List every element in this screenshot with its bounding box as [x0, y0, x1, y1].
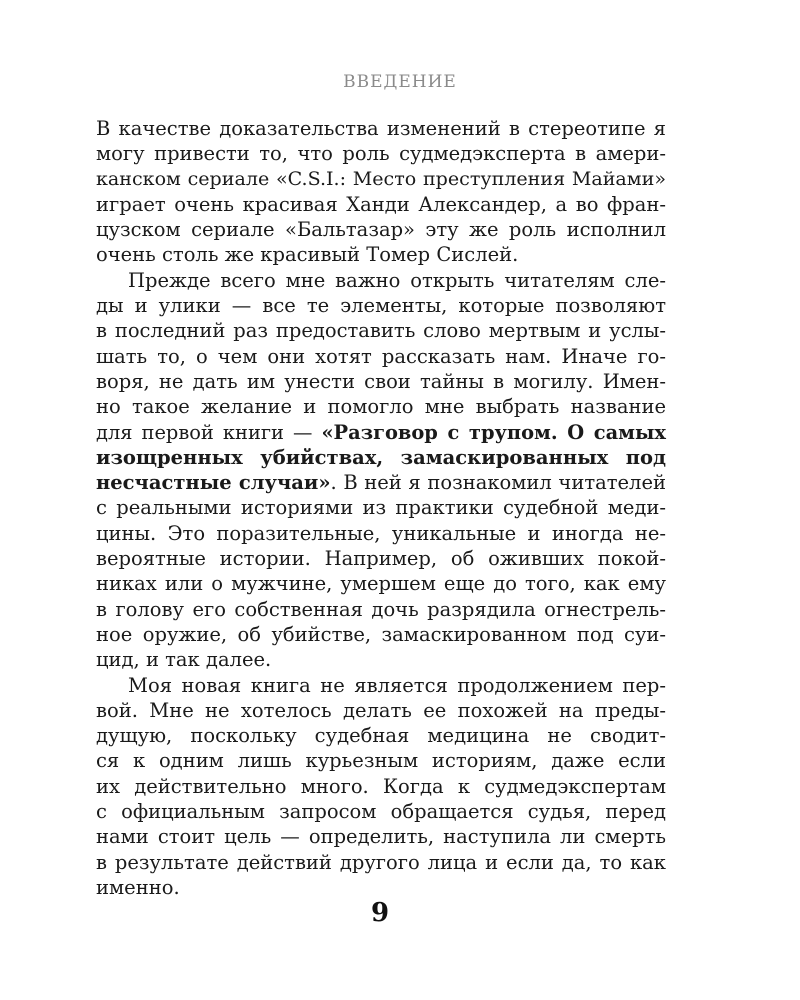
text-segment: с реальными историями из практики судебной меди-	[96, 496, 666, 520]
text-segment: никах или о мужчине, умершем еще до того, как ему	[96, 572, 666, 596]
text-line	[96, 470, 666, 495]
text-line	[96, 268, 666, 293]
text-line	[96, 875, 666, 900]
bold-text-segment: «Разговор с трупом. О самых	[321, 420, 666, 444]
text-line	[96, 774, 666, 799]
text-line	[96, 824, 666, 849]
text-line	[96, 420, 666, 445]
text-segment: канском сериале «C.S.I.: Место преступления Майами»	[96, 167, 666, 190]
text-line	[96, 394, 666, 419]
text-segment: именно.	[96, 875, 180, 899]
text-line	[96, 495, 666, 520]
text-segment: вероятные истории. Например, об оживших покой-	[96, 547, 666, 571]
text-segment: в результате действий другого лица и если да, то как	[96, 850, 666, 874]
body-text	[96, 116, 666, 900]
text-segment: могу привести то, что роль судмедэксперта в амери-	[96, 142, 666, 166]
text-segment: Моя новая книга не является продолжением пер-	[128, 673, 666, 697]
text-segment: нами стоит цель — определить, наступила ли смерть	[96, 825, 666, 849]
text-segment: цины. Это поразительные, уникальные и иногда не-	[96, 521, 666, 545]
text-line	[96, 192, 666, 217]
text-segment: ся к одним лишь курьезным историям, даже если	[96, 749, 666, 773]
page-number: 9	[370, 898, 390, 928]
text-segment: очень столь же красивый Томер Сислей.	[96, 243, 519, 267]
text-segment: но такое желание и помогло мне выбрать название	[96, 395, 666, 419]
text-segment: Прежде всего мне важно открыть читателям сле-	[128, 268, 666, 292]
text-segment: в голову его собственная дочь разрядила огнестрель-	[96, 597, 666, 621]
text-segment: ное оружие, об убийстве, замаскированном под суи-	[96, 622, 666, 646]
text-segment: дущую, поскольку судебная медицина не сводит-	[96, 724, 666, 748]
text-line	[96, 546, 666, 571]
text-line	[96, 293, 666, 318]
text-line	[96, 116, 666, 141]
text-line	[96, 597, 666, 622]
text-line	[96, 748, 666, 773]
text-segment: цузском сериале «Бальтазар» эту же роль исполнил	[96, 218, 666, 242]
text-segment: цид, и так далее.	[96, 648, 272, 672]
text-line	[96, 673, 666, 698]
text-line	[96, 369, 666, 394]
text-line	[96, 799, 666, 824]
running-head: ВВЕДЕНИЕ	[343, 72, 457, 92]
bold-text-segment: несчастные случаи»	[96, 471, 331, 495]
text-segment: . В ней я познакомил читателей	[330, 471, 666, 495]
text-line	[96, 622, 666, 647]
bold-text-segment: изощренных убийствах, замаскированных под	[96, 445, 666, 469]
text-line	[96, 217, 666, 242]
text-line	[96, 167, 666, 192]
text-line	[96, 141, 666, 166]
text-line	[96, 318, 666, 343]
text-segment: для первой книги —	[96, 420, 322, 444]
text-segment: с официальным запросом обращается судья, перед	[96, 800, 666, 824]
text-line	[96, 242, 666, 267]
text-line	[96, 344, 666, 369]
text-line	[96, 521, 666, 546]
text-segment: играет очень красивая Ханди Александер, а во фран-	[96, 192, 666, 216]
text-segment: В качестве доказательства изменений в стереотипе я	[96, 117, 666, 140]
text-line	[96, 445, 666, 470]
text-segment: в последний раз предоставить слово мертвым и услы-	[96, 319, 666, 343]
text-line	[96, 698, 666, 723]
text-line	[96, 571, 666, 596]
text-line	[96, 647, 666, 672]
text-segment: воря, не дать им унести свои тайны в могилу. Имен-	[96, 369, 666, 393]
text-segment: их действительно много. Когда к судмедэкспертам	[96, 774, 666, 798]
paragraph	[96, 673, 666, 901]
text-segment: шать то, о чем они хотят рассказать нам. Иначе го-	[96, 344, 666, 368]
text-segment: ды и улики — все те элементы, которые позволяют	[96, 294, 666, 318]
text-line	[96, 850, 666, 875]
paragraph	[96, 116, 666, 268]
text-segment: вой. Мне не хотелось делать ее похожей на преды-	[96, 698, 666, 722]
paragraph	[96, 268, 666, 673]
text-line	[96, 723, 666, 748]
